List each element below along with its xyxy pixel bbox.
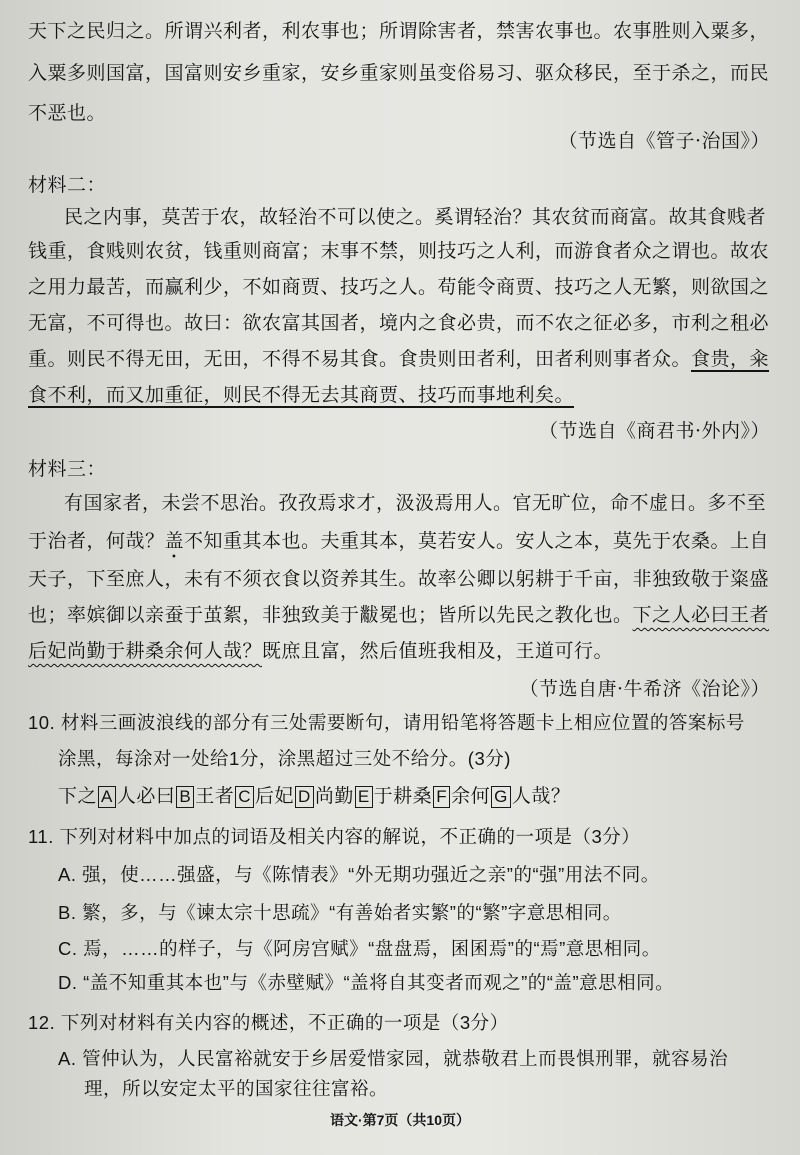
- material2-line-5-text: 重。则民不得无田，无田，不得不易其食。食贵则田者利，田者利则事者众。: [28, 348, 692, 370]
- material3-line-5: [28, 638, 778, 664]
- material2-source: （节选自《商君书·外内》）: [538, 420, 770, 442]
- material2-line-4: 无富，不可得也。故曰：欲农富其国者，境内之食必贵，而不农之征必多，市利之租必: [28, 312, 770, 334]
- q12-option-a-line-2: 理，所以安定太平的国家往往富裕。: [84, 1078, 389, 1099]
- answer-box-c[interactable]: C: [235, 786, 254, 808]
- wavy-line-start: 下之人必曰王者: [632, 604, 770, 626]
- q10-answer-boxes: [58, 784, 778, 810]
- material2-heading: 材料二：: [28, 174, 107, 196]
- material3-line-2b: 不知重其本也。夫重其本，莫若安人。安人之本，莫先于农桑。上自: [184, 530, 770, 552]
- q11-option-b: B. 繁，多，与《谏太宗十思疏》“有善始者实繁”的“繁”字意思相同。: [58, 902, 622, 923]
- material1-line-3: 不恶也。: [28, 102, 107, 124]
- material1-line-2: 入粟多则国富，国富则安乡重家，安乡重家则虽变俗易习、驱众移民，至于杀之，而民: [28, 62, 770, 84]
- q10-seg: 人必曰: [116, 786, 176, 807]
- material2-line-6: [28, 382, 778, 408]
- answer-box-b[interactable]: B: [176, 786, 194, 808]
- q12-stem: 12. 下列对材料有关内容的概述，不正确的一项是（3分）: [28, 1012, 509, 1033]
- q11-option-c: C. 焉，……的样子，与《阿房宫赋》“盘盘焉，囷囷焉”的“焉”意思相同。: [58, 938, 661, 959]
- page-footer: 语文·第7页（共10页）: [329, 1112, 471, 1128]
- q10-seg: 于耕桑: [373, 786, 433, 807]
- material3-line-5-rest: 既庶且富，然后值班我相及，王道可行。: [262, 640, 614, 662]
- material3-heading: 材料三：: [28, 458, 107, 480]
- material2-line-3: 之用力最苦，而赢利少，不如商贾、技巧之人。苟能令商贾、技巧之人无繁，则欲国之: [28, 276, 770, 298]
- material3-line-4: [28, 602, 778, 628]
- material2-line-1: 民之内事，莫苦于农，故轻治不可以使之。奚谓轻治？其农贫而商富。故其食贱者: [64, 206, 767, 228]
- q12-option-a-line-1: A. 管仲认为，人民富裕就安于乡居爱惜家园，就恭敬君上而畏惧刑罪，就容易治: [58, 1048, 729, 1069]
- material2-underlined-start: 食贵，籴: [691, 348, 770, 370]
- answer-box-a[interactable]: A: [98, 786, 116, 808]
- q10-seg: 人哉？: [511, 786, 571, 807]
- wavy-line-end: 后妃尚勤于耕桑余何人哉？: [28, 640, 263, 662]
- q10-seg: 王者: [195, 786, 235, 807]
- material3-line-2: [28, 528, 778, 563]
- q10-line-1: 10. 材料三画波浪线的部分有三处需要断句，请用铅笔将答题卡上相应位置的答案标号: [28, 712, 745, 733]
- material2-line-5: [28, 346, 778, 372]
- q10-seg: 尚勤: [314, 786, 354, 807]
- material2-line-2: 钱重，食贱则农贫，钱重则商富；末事不禁，则技巧之人利，而游食者众之谓也。故农: [28, 240, 770, 262]
- material1-source: （节选自《管子·治国》）: [558, 130, 770, 152]
- q11-option-d: D. “盖不知重其本也”与《赤壁赋》“盖将自其变者而观之”的“盖”意思相同。: [58, 972, 675, 993]
- material1-line-1: 天下之民归之。所谓兴利者，利农事也；所谓除害者，禁害农事也。农事胜则入粟多，: [28, 20, 770, 42]
- dotted-word-gai: 盖: [164, 530, 185, 552]
- material3-line-2a: 于治者，何哉？: [28, 530, 165, 552]
- q10-seg: 后妃: [255, 786, 295, 807]
- material2-underlined-end: 食不利，而又加重征，则民不得无去其商贾、技巧而事地利矣。: [28, 384, 575, 406]
- answer-box-e[interactable]: E: [355, 786, 373, 808]
- answer-box-f[interactable]: F: [433, 786, 450, 808]
- material3-line-1: 有国家者，未尝不思治。孜孜焉求才，汲汲焉用人。官无旷位，命不虚日。多不至: [64, 492, 767, 514]
- material3-source: （节选自唐·牛希济《治论》）: [519, 678, 770, 700]
- answer-box-g[interactable]: G: [491, 786, 511, 808]
- q10-line-2: 涂黑，每涂对一处给1分，涂黑超过三处不给分。(3分): [58, 748, 511, 769]
- answer-box-d[interactable]: D: [295, 786, 314, 808]
- q10-seg: 余何: [451, 786, 491, 807]
- material3-line-3: 天子，下至庶人，未有不须衣食以资养其生。故率公卿以躬耕于千亩，非独致敬于粢盛: [28, 568, 770, 590]
- q11-stem: 11. 下列对材料中加点的词语及相关内容的解说，不正确的一项是（3分）: [28, 826, 641, 847]
- material3-line-4-plain: 也；率嫔御以亲蚕于茧絮，非独致美于黻冕也；皆所以先民之教化也。: [28, 604, 633, 626]
- q10-seg: 下之: [58, 786, 98, 807]
- q11-option-a: A. 强，使……强盛，与《陈情表》“外无期功强近之亲”的“强”用法不同。: [58, 864, 660, 885]
